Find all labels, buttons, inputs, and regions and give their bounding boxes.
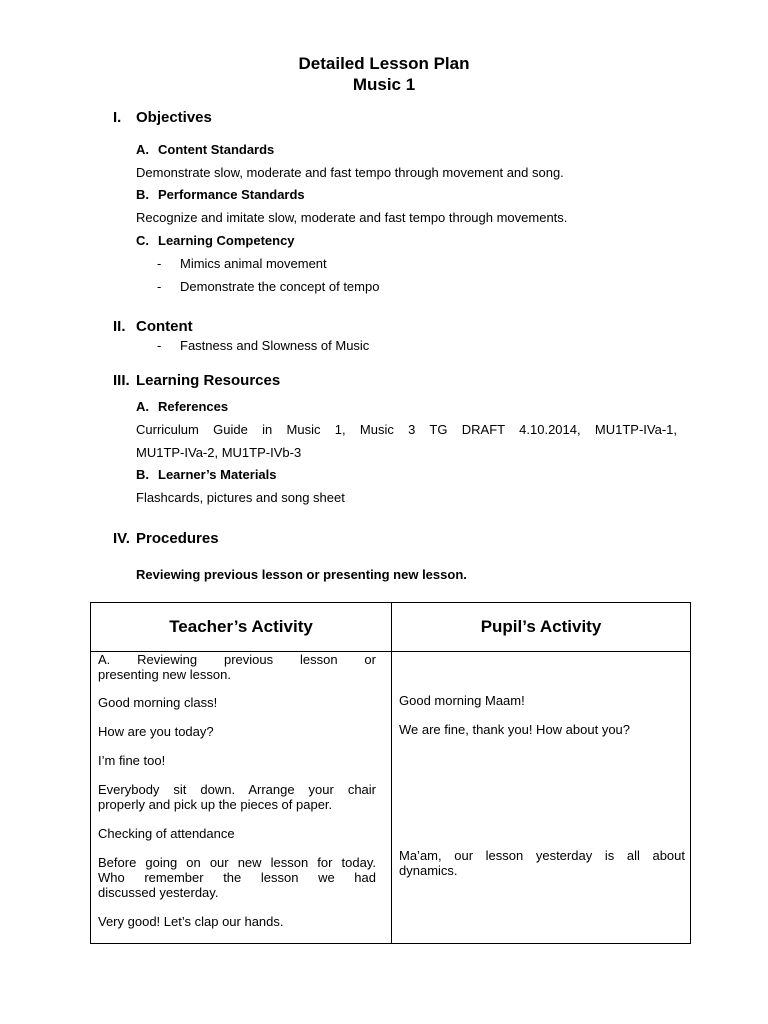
section-number: II. xyxy=(113,318,126,335)
procedures-heading xyxy=(113,530,219,547)
subsection-title: Performance Standards xyxy=(158,187,305,202)
pupil-line: Ma’am, our lesson yesterday is all about xyxy=(399,848,685,863)
list-item-text: Mimics animal movement xyxy=(180,256,327,271)
subsection-number: C. xyxy=(136,233,149,248)
content-standards-heading xyxy=(136,142,274,157)
list-item xyxy=(157,338,369,353)
learning-competency-heading xyxy=(136,233,295,248)
references-text-line1: Curriculum Guide in Music 1, Music 3 TG DRAFT 4.10.2014, MU1TP-IVa-1, xyxy=(136,422,677,437)
section-number: III. xyxy=(113,372,130,389)
section-title: Learning Resources xyxy=(136,372,281,389)
subsection-title: Learner’s Materials xyxy=(158,467,277,482)
performance-standards-heading xyxy=(136,187,305,202)
teacher-line: A. Reviewing previous lesson or xyxy=(98,652,376,667)
subsection-title: References xyxy=(158,399,229,414)
pupil-line: dynamics. xyxy=(399,863,458,878)
pupil-line: Good morning Maam! xyxy=(399,693,525,708)
subsection-number: A. xyxy=(136,399,149,414)
learners-materials-text: Flashcards, pictures and song sheet xyxy=(136,490,345,505)
pupil-activity-cell xyxy=(392,652,691,944)
list-item-text: Demonstrate the concept of tempo xyxy=(180,279,380,294)
content-standards-text: Demonstrate slow, moderate and fast tempo through movement and song. xyxy=(136,165,564,180)
teacher-line: Who remember the lesson we had xyxy=(98,870,376,885)
document-title: Detailed Lesson Plan xyxy=(298,54,470,73)
performance-standards-text: Recognize and imitate slow, moderate and fast tempo through movements. xyxy=(136,210,568,225)
teacher-line: Very good! Let’s clap our hands. xyxy=(98,914,284,929)
references-text-line2: MU1TP-IVa-2, MU1TP-IVb-3 xyxy=(136,445,302,460)
table-header-row xyxy=(91,603,691,652)
teacher-activity-header: Teacher’s Activity xyxy=(91,603,392,652)
content-heading xyxy=(113,318,193,335)
teacher-activity-cell xyxy=(91,652,392,944)
references-heading xyxy=(136,399,228,414)
dash-bullet: - xyxy=(157,279,162,294)
list-item xyxy=(157,256,327,271)
dash-bullet: - xyxy=(157,338,162,353)
pupil-line: We are fine, thank you! How about you? xyxy=(399,722,631,737)
section-title: Procedures xyxy=(136,530,219,547)
teacher-line: presenting new lesson. xyxy=(98,667,231,682)
list-item-text: Fastness and Slowness of Music xyxy=(180,338,370,353)
teacher-line: Good morning class! xyxy=(98,695,218,710)
section-title: Objectives xyxy=(136,109,212,126)
objectives-heading xyxy=(113,109,212,126)
subsection-title: Content Standards xyxy=(158,142,275,157)
table-row xyxy=(91,652,691,944)
procedures-intro: Reviewing previous lesson or presenting new lesson. xyxy=(136,567,467,582)
section-number: I. xyxy=(113,109,122,126)
dash-bullet: - xyxy=(157,256,162,271)
teacher-line: Everybody sit down. Arrange your chair xyxy=(98,782,376,797)
teacher-line: Checking of attendance xyxy=(98,826,235,841)
subsection-title: Learning Competency xyxy=(158,233,295,248)
section-number: IV. xyxy=(113,530,130,547)
teacher-line: How are you today? xyxy=(98,724,214,739)
section-title: Content xyxy=(136,318,193,335)
learning-resources-heading xyxy=(113,372,280,389)
activity-table xyxy=(90,602,691,944)
subsection-number: B. xyxy=(136,467,149,482)
teacher-line: I’m fine too! xyxy=(98,753,166,768)
teacher-line: discussed yesterday. xyxy=(98,885,219,900)
list-item xyxy=(157,279,379,294)
document-subtitle: Music 1 xyxy=(352,75,416,94)
subsection-number: A. xyxy=(136,142,149,157)
teacher-line: properly and pick up the pieces of paper. xyxy=(98,797,333,812)
learners-materials-heading xyxy=(136,467,277,482)
teacher-line: Before going on our new lesson for today. xyxy=(98,855,376,870)
pupil-activity-header: Pupil’s Activity xyxy=(392,603,691,652)
subsection-number: B. xyxy=(136,187,149,202)
